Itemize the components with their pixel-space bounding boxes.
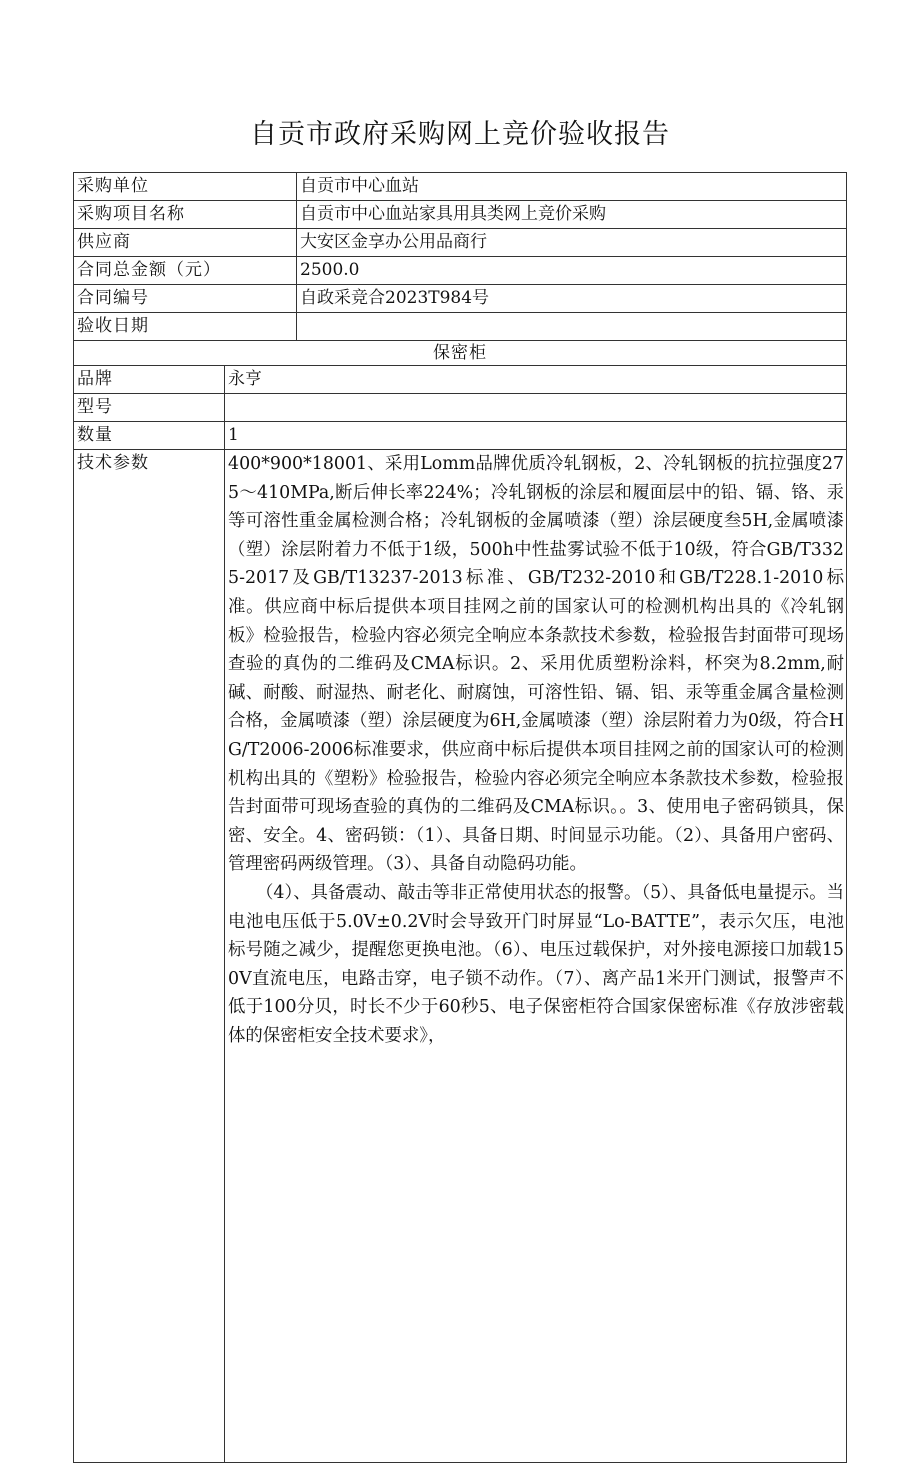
acceptance-date-value [297,313,847,341]
section-title: 保密柜 [74,341,847,366]
project-name-label: 采购项目名称 [74,201,297,229]
brand-value: 永亨 [225,366,847,394]
model-label: 型号 [74,394,225,422]
row-contract-amount [74,257,847,285]
row-project-name [74,201,847,229]
purchasing-unit-value: 自贡市中心血站 [297,173,847,201]
row-technical-parameters [74,450,847,1463]
row-section-title [74,341,847,366]
contract-amount-value: 2500.0 [297,257,847,285]
spec-paragraph-2: （4）、具备震动、敲击等非正常使用状态的报警。（5）、具备低电量提示。当电池电压低于5.0V±0.2V时会导致开门时屏显“Lo-BATTE”，表示欠压，电池标号随之减少，提醒您更换电池。（6）、电压过载保护，对外接电源接口加载150V直流电压，电路击穿，电子锁不动作。（7）、离产品1米开门测试，报警声不低于100分贝，时长不少于60秒5、电子保密柜符合国家保密标准《存放涉密载体的保密柜安全技术要求》， [228,882,844,1046]
acceptance-date-label: 验收日期 [74,313,297,341]
technical-parameters-label: 技术参数 [74,450,225,1463]
contract-number-value: 自政采竞合2023T984号 [297,285,847,313]
supplier-value: 大安区金享办公用品商行 [297,229,847,257]
row-quantity [74,422,847,450]
project-name-value: 自贡市中心血站家具用具类网上竞价采购 [297,201,847,229]
row-brand [74,366,847,394]
purchasing-unit-label: 采购单位 [74,173,297,201]
acceptance-report-table [73,172,847,1463]
contract-number-label: 合同编号 [74,285,297,313]
technical-parameters-value [225,450,847,1463]
row-purchasing-unit [74,173,847,201]
spec-paragraph-1: 400*900*18001、采用Lomm品牌优质冷轧钢板，2、冷轧钢板的抗拉强度275～410MPa,断后伸长率224%；冷轧钢板的涂层和履面层中的铅、镉、铬、汞等可溶性重金属检测合格；冷轧钢板的金属喷漆（塑）涂层硬度叁5H,金属喷漆（塑）涂层附着力不低于1级，500h中性盐雾试验不低于10级，符合GB/T3325-2017及GB/T13237-2013标准、GB/T232-2010和GB/T228.1-2010标准。供应商中标后提供本项目挂网之前的国家认可的检测机构出具的《冷轧钢板》检验报告，检验内容必须完全响应本条款技术参数，检验报告封面带可现场查验的真伪的二维码及CMA标识。2、采用优质塑粉涂料，杯突为8.2mm,耐碱、耐酸、耐湿热、耐老化、耐腐蚀，可溶性铅、镉、铝、汞等重金属含量检测合格，金属喷漆（塑）涂层硬度为6H,金属喷漆（塑）涂层附着力为0级，符合HG/T2006-2006标准要求，供应商中标后提供本项目挂网之前的国家认可的检测机构出具的《塑粉》检验报告，检验内容必须完全响应本条款技术参数，检验报告封面带可现场查验的真伪的二维码及CMA标识。。3、使用电子密码锁具，保密、安全。4、密码锁：（1）、具备日期、时间显示功能。（2）、具备用户密码、管理密码两级管理。（3）、具备自动隐码功能。 [228,454,844,875]
model-value [225,394,847,422]
brand-label: 品牌 [74,366,225,394]
supplier-label: 供应商 [74,229,297,257]
row-acceptance-date [74,313,847,341]
row-supplier [74,229,847,257]
row-contract-number [74,285,847,313]
contract-amount-label: 合同总金额（元） [74,257,297,285]
row-model [74,394,847,422]
quantity-label: 数量 [74,422,225,450]
document-title: 自贡市政府采购网上竞价验收报告 [250,119,670,150]
quantity-value: 1 [225,422,847,450]
